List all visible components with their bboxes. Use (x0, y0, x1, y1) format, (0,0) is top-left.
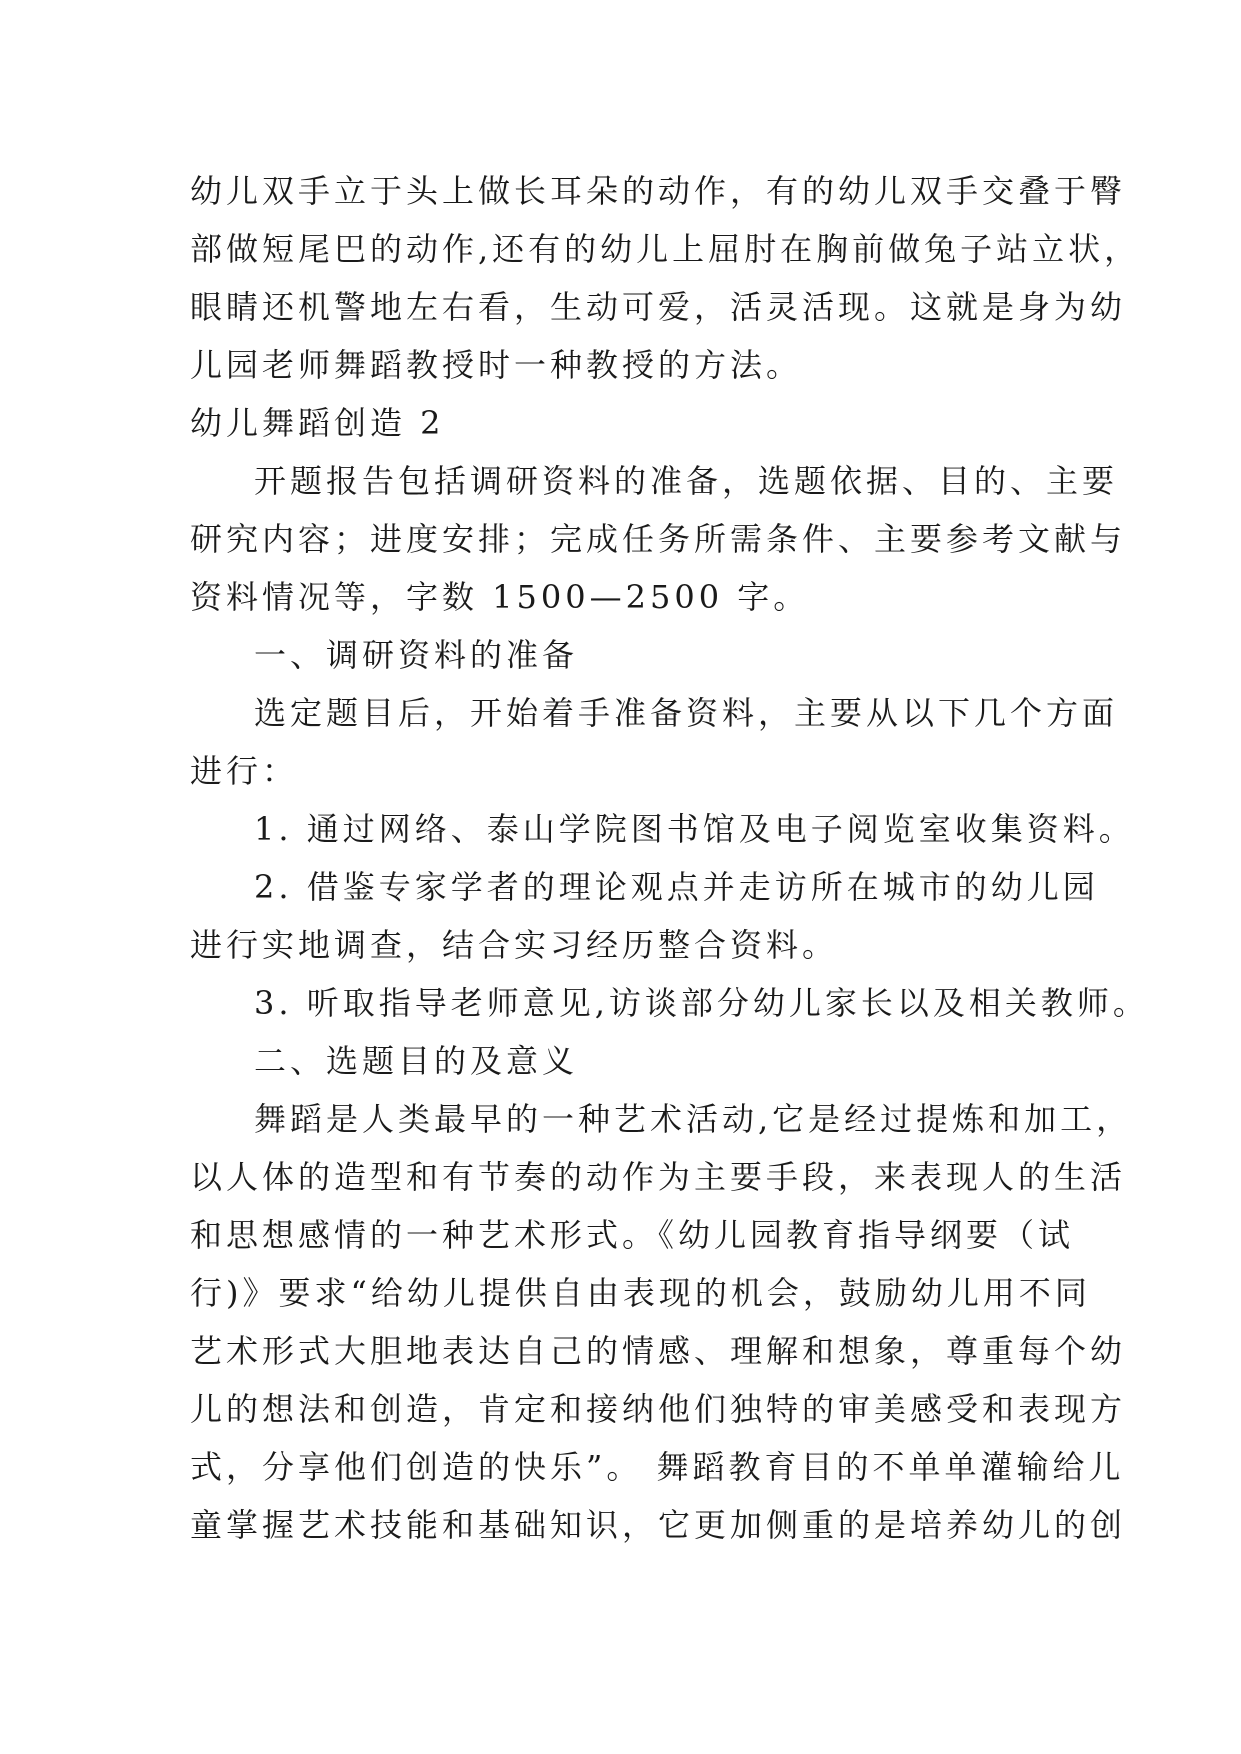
text-line: 和思想感情的一种艺术形式。《幼儿园教育指导纲要（试 (190, 1216, 1075, 1254)
text-line: 舞蹈是人类最早的一种艺术活动,它是经过提炼和加工， (254, 1100, 1133, 1138)
text-line: 式，分享他们创造的快乐”。 舞蹈教育目的不单单灌输给儿 (190, 1448, 1125, 1486)
text-line: 进行实地调查，结合实习经历整合资料。 (190, 926, 839, 964)
text-line: 资料情况等，字数 1500—2500 字。 (190, 578, 810, 616)
text-line: 艺术形式大胆地表达自己的情感、理解和想象，尊重每个幼 (190, 1332, 1127, 1370)
text-line: 部做短尾巴的动作,还有的幼儿上屈肘在胸前做兔子站立状， (190, 230, 1141, 268)
text-line: 1. 通过网络、泰山学院图书馆及电子阅览室收集资料。 (254, 810, 1135, 848)
text-line: 进行： (190, 752, 299, 790)
text-line: 2. 借鉴专家学者的理论观点并走访所在城市的幼儿园 (254, 868, 1099, 906)
text-line: 眼睛还机警地左右看，生动可爱，活灵活现。这就是身为幼 (190, 288, 1127, 326)
text-line: 选定题目后，开始着手准备资料，主要从以下几个方面 (254, 694, 1119, 732)
document-body (190, 162, 1149, 1554)
text-line: 开题报告包括调研资料的准备，选题依据、目的、主要 (254, 462, 1119, 500)
text-line: 3. 听取指导老师意见,访谈部分幼儿家长以及相关教师。 (254, 984, 1149, 1022)
text-line: 童掌握艺术技能和基础知识，它更加侧重的是培养幼儿的创 (190, 1506, 1127, 1544)
text-line: 以人体的造型和有节奏的动作为主要手段，来表现人的生活 (190, 1158, 1127, 1196)
text-line: 二、选题目的及意义 (254, 1042, 579, 1080)
text-line: 幼儿舞蹈创造 2 (190, 404, 445, 442)
text-line: 研究内容；进度安排；完成任务所需条件、主要参考文献与 (190, 520, 1127, 558)
text-line: 一、调研资料的准备 (254, 636, 579, 674)
text-line: 幼儿双手立于头上做长耳朵的动作，有的幼儿双手交叠于臀 (190, 172, 1127, 210)
text-line: 儿园老师舞蹈教授时一种教授的方法。 (190, 346, 803, 384)
text-line: 行)》要求“给幼儿提供自由表现的机会，鼓励幼儿用不同 (190, 1274, 1091, 1312)
text-line: 儿的想法和创造，肯定和接纳他们独特的审美感受和表现方 (190, 1390, 1127, 1428)
